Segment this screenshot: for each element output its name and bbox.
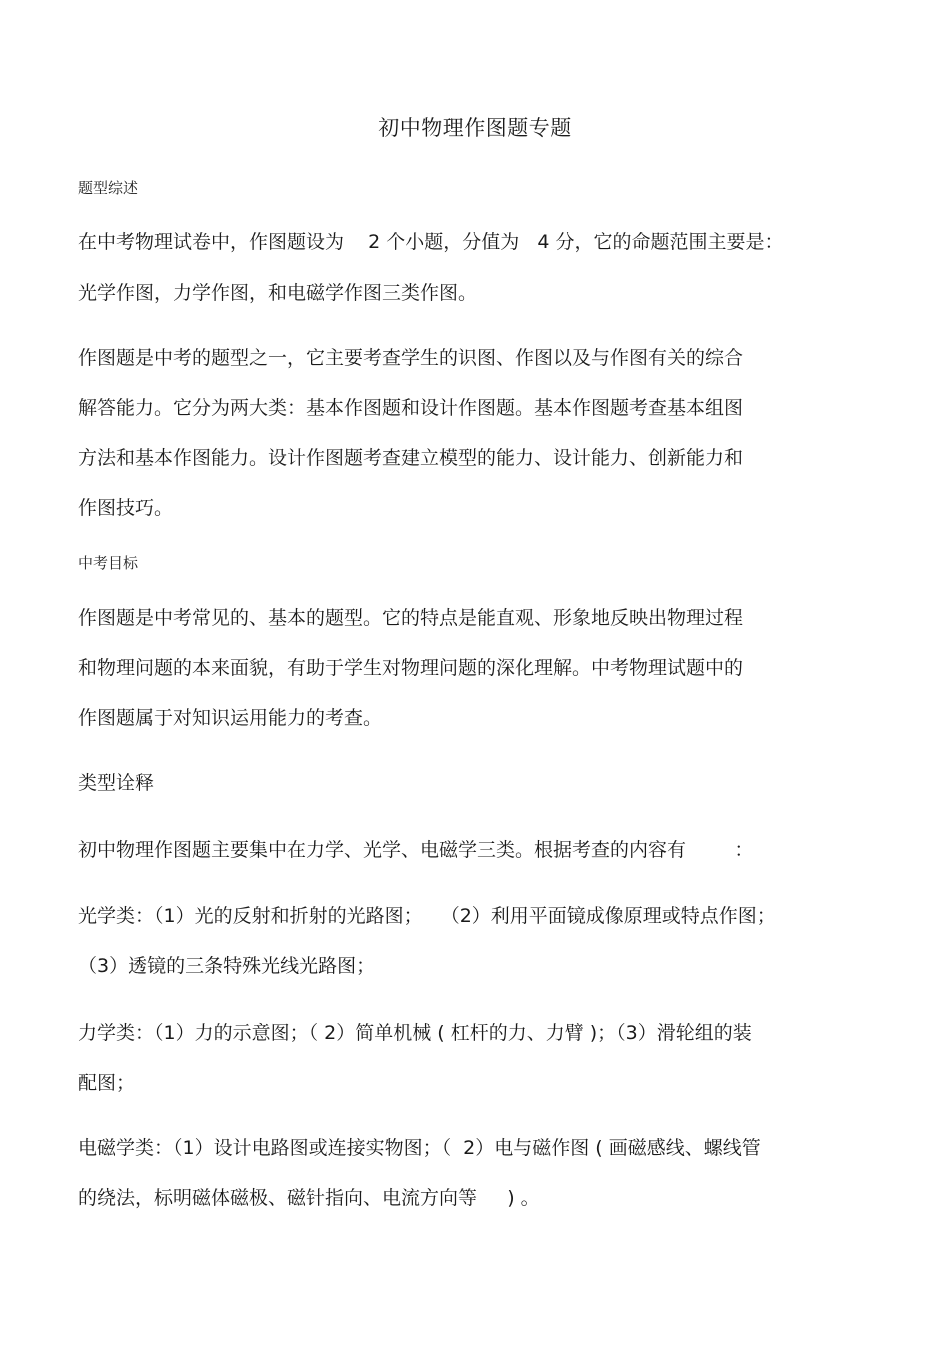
- paragraph-line: 光学作图，力学作图，和电磁学作图三类作图。: [78, 282, 478, 304]
- paragraph-line: 作图题是中考的题型之一，它主要考查学生的识图、作图以及与作图有关的综合: [78, 347, 744, 369]
- electromagnetism-line: 的绕法，标明磁体磁极、磁针指向、电流方向等 ) 。: [78, 1187, 540, 1209]
- paragraph-line: 解答能力。它分为两大类：基本作图题和设计作图题。基本作图题考查基本组图: [78, 397, 744, 419]
- page-title: 初中物理作图题专题: [378, 116, 572, 140]
- optics-line: （3）透镜的三条特殊光线光路图；: [78, 955, 376, 977]
- section-heading-goal: 中考目标: [78, 554, 139, 572]
- mechanics-line: 力学类：（1）力的示意图；（ 2）简单机械 ( 杠杆的力、力臂 )；（3）滑轮组的装: [78, 1022, 752, 1044]
- paragraph-line: 和物理问题的本来面貌，有助于学生对物理问题的深化理解。中考物理试题中的: [78, 657, 744, 679]
- optics-line: 光学类：（1）光的反射和折射的光路图； （2）利用平面镜成像原理或特点作图；: [78, 905, 776, 927]
- paragraph-line: 初中物理作图题主要集中在力学、光学、电磁学三类。根据考查的内容有 ：: [78, 839, 754, 861]
- section-heading-overview: 题型综述: [78, 179, 139, 197]
- electromagnetism-line: 电磁学类：（1）设计电路图或连接实物图；（ 2）电与磁作图 ( 画磁感线、螺线管: [78, 1137, 761, 1159]
- section-heading-types: 类型诠释: [78, 772, 155, 794]
- paragraph-line: 作图技巧。: [78, 497, 174, 519]
- paragraph-line: 作图题属于对知识运用能力的考查。: [78, 707, 383, 729]
- mechanics-line: 配图；: [78, 1072, 136, 1094]
- paragraph-line: 在中考物理试卷中，作图题设为 2 个小题，分值为 4 分，它的命题范围主要是：: [78, 231, 784, 253]
- paragraph-line: 作图题是中考常见的、基本的题型。它的特点是能直观、形象地反映出物理过程: [78, 607, 744, 629]
- paragraph-line: 方法和基本作图能力。设计作图题考查建立模型的能力、设计能力、创新能力和: [78, 447, 744, 469]
